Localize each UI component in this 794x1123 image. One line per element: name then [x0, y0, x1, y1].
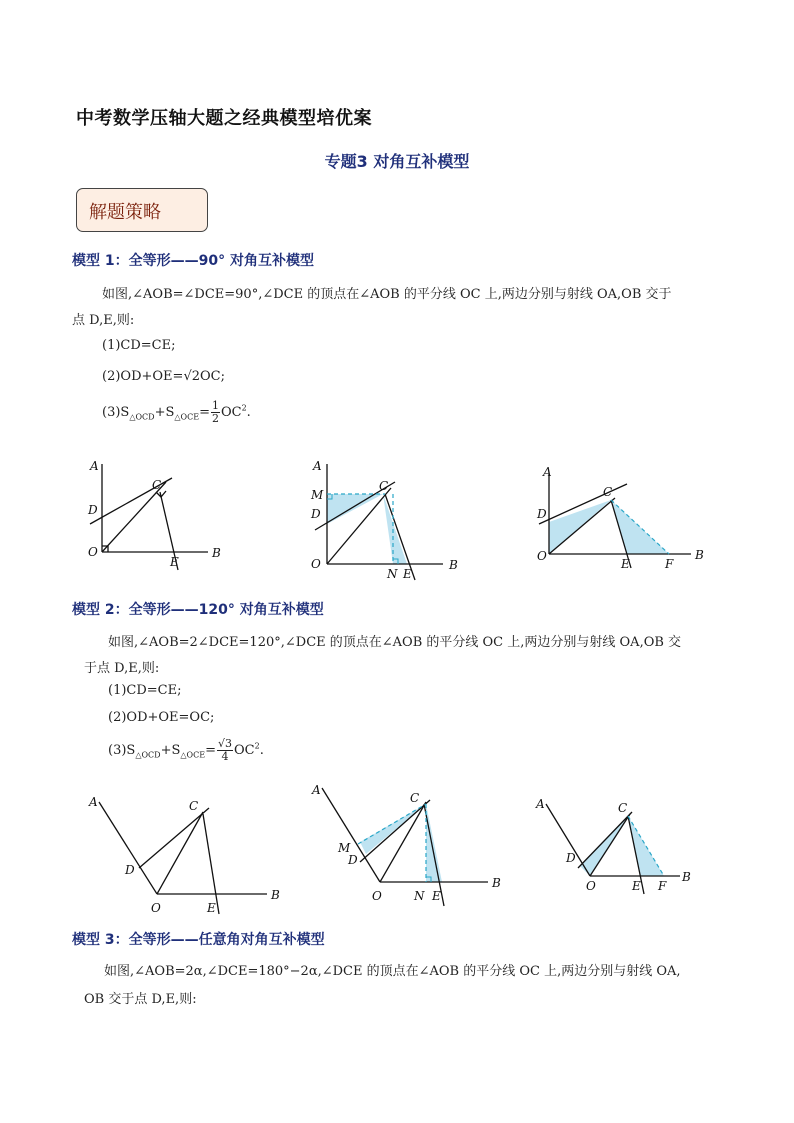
fig6-label-E: E [632, 879, 641, 893]
strategy-badge [76, 188, 208, 232]
model2-item3-den: 4 [221, 750, 229, 763]
model2-item3-num: √3 [217, 737, 232, 750]
model2-figure3 [532, 794, 702, 904]
model2-intro-line1: 如图,∠AOB=2∠DCE=120°,∠DCE 的顶点在∠AOB 的平分线 OC 上,两边分别与射线 OA,OB 交 [108, 635, 682, 650]
model2-item3-pre: (3)S [108, 743, 136, 758]
fig3-label-E: E [621, 557, 630, 571]
model1-item3-post: OC [220, 405, 242, 420]
model2-intro-line2: 于点 D,E,则: [84, 661, 160, 676]
fig2-label-E: E [403, 567, 412, 581]
model2-item1: (1)CD=CE; [108, 683, 182, 698]
model2-item3-sub1: △OCD [135, 750, 161, 760]
model1-item2-post: OC; [200, 369, 225, 384]
model2-item2: (2)OD+OE=OC; [108, 710, 215, 725]
model3-intro-line1: 如图,∠AOB=2α,∠DCE=180°−2α,∠DCE 的顶点在∠AOB 的平分线 OC 上,两边分别与射线 OA, [104, 964, 681, 979]
model3-intro-line2: OB 交于点 D,E,则: [84, 992, 197, 1007]
model2-item3-fraction [217, 738, 233, 763]
model1-item3-pre: (3)S [102, 405, 130, 420]
model1-figure1 [80, 452, 230, 572]
fig1-label-D: D [88, 503, 98, 517]
model2-figure2 [308, 780, 508, 915]
fig1-label-A: A [90, 459, 99, 473]
model2-item3-sup: 2 [254, 741, 260, 751]
fig1-label-C: C [152, 478, 162, 492]
document-subtitle: 专题3 对角互补模型 [324, 152, 470, 171]
fig3-label-C: C [603, 485, 613, 499]
fig6-label-D: D [566, 851, 576, 865]
fig6-label-O: O [586, 879, 596, 893]
fig1-label-E: E [170, 555, 179, 569]
model2-item3-plus: +S [160, 743, 181, 758]
model1-intro-line2: 点 D,E,则: [72, 313, 135, 328]
model1-item3-sup: 2 [241, 403, 247, 413]
model2-heading: 模型 2：全等形——120° 对角互补模型 [72, 602, 324, 618]
fig5-label-M: M [338, 841, 351, 855]
fig6-label-F: F [658, 879, 667, 893]
model2-item3-post: OC [233, 743, 255, 758]
fig5-label-A: A [312, 783, 321, 797]
model1-item3-sub2: △OCE [174, 412, 200, 422]
fig1-label-B: B [212, 546, 221, 560]
model1-item3-fraction [211, 400, 220, 425]
model2-item3-eq: = [205, 743, 216, 758]
model2-figure1 [85, 790, 295, 920]
fig2-label-O: O [311, 557, 321, 571]
document-title: 中考数学压轴大题之经典模型培优案 [76, 108, 372, 129]
fig3-label-F: F [665, 557, 674, 571]
fig5-label-N: N [414, 889, 425, 903]
model1-item3-num: 1 [211, 399, 219, 412]
fig2-label-A: A [313, 459, 322, 473]
model1-item2-root: √2 [183, 369, 200, 384]
fig3-label-B: B [695, 548, 704, 562]
fig2-label-B: B [449, 558, 458, 572]
fig5-label-E: E [432, 889, 441, 903]
model1-heading: 模型 1：全等形——90° 对角互补模型 [72, 253, 314, 269]
fig2-label-N: N [387, 567, 398, 581]
model3-heading: 模型 3：全等形——任意角对角互补模型 [72, 932, 325, 948]
fig5-label-C: C [410, 791, 420, 805]
fig3-label-D: D [537, 507, 547, 521]
model1-figure2 [305, 452, 465, 582]
fig4-label-E: E [207, 901, 216, 915]
fig6-label-B: B [682, 870, 691, 884]
model1-item2-pre: (2)OD+OE= [102, 369, 184, 384]
model1-item1: (1)CD=CE; [102, 338, 176, 353]
fig1-label-O: O [88, 545, 98, 559]
model1-figure3 [535, 462, 715, 572]
model1-item3-eq: = [199, 405, 210, 420]
model2-item3-sub2: △OCE [180, 750, 206, 760]
fig3-label-A: A [543, 465, 552, 479]
fig5-label-B: B [492, 876, 501, 890]
fig4-label-O: O [151, 901, 161, 915]
fig4-label-B: B [271, 888, 280, 902]
model1-item3-end: . [246, 405, 251, 420]
fig2-label-D: D [311, 507, 321, 521]
fig5-label-D: D [348, 853, 358, 867]
model1-item3-sub1: △OCD [129, 412, 155, 422]
fig5-label-O: O [372, 889, 382, 903]
model1-item3-den: 2 [211, 412, 219, 425]
model1-item2 [102, 369, 225, 384]
model2-item3-end: . [259, 743, 264, 758]
fig2-label-M: M [311, 488, 324, 502]
fig4-label-D: D [125, 863, 135, 877]
fig4-label-A: A [89, 795, 98, 809]
model1-item3 [102, 400, 251, 425]
fig6-label-C: C [618, 801, 628, 815]
fig6-label-A: A [536, 797, 545, 811]
model2-item3 [108, 738, 264, 763]
model1-item3-plus: +S [154, 405, 175, 420]
fig3-label-O: O [537, 549, 547, 563]
fig2-label-C: C [379, 479, 389, 493]
strategy-badge-label: 解题策略 [89, 202, 161, 223]
fig4-label-C: C [189, 799, 199, 813]
model1-intro-line1: 如图,∠AOB=∠DCE=90°,∠DCE 的顶点在∠AOB 的平分线 OC 上,两边分别与射线 OA,OB 交于 [102, 287, 672, 302]
